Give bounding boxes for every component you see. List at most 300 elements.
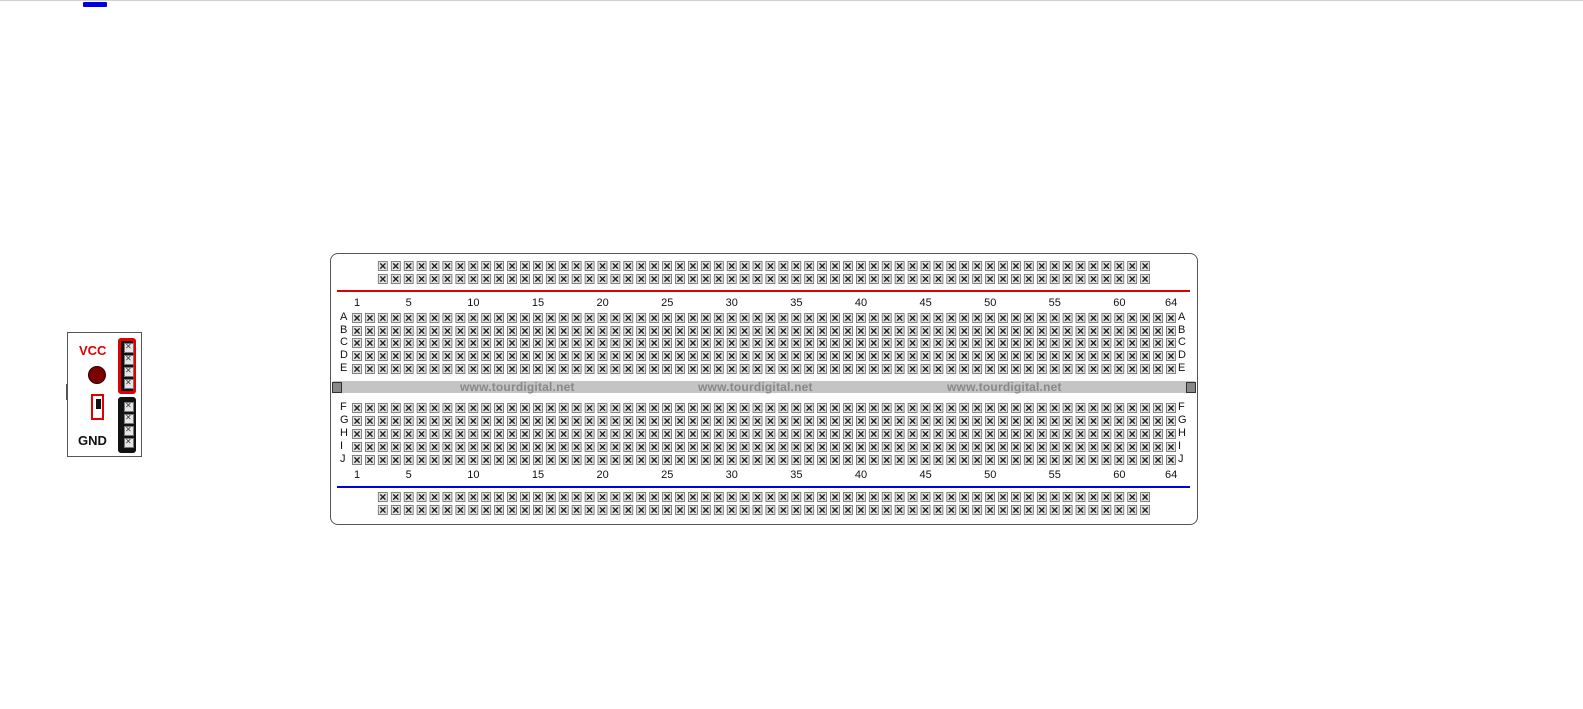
rail-hole[interactable] — [753, 262, 762, 271]
rail-hole[interactable] — [1076, 493, 1085, 502]
rail-hole[interactable] — [740, 493, 749, 502]
rail-hole[interactable] — [908, 506, 917, 515]
terminal-hole[interactable] — [1115, 443, 1124, 452]
terminal-hole[interactable] — [792, 404, 801, 413]
terminal-hole[interactable] — [792, 352, 801, 361]
terminal-hole[interactable] — [947, 443, 956, 452]
terminal-hole[interactable] — [960, 314, 969, 323]
rail-hole[interactable] — [714, 262, 723, 271]
rail-hole[interactable] — [792, 506, 801, 515]
terminal-hole[interactable] — [598, 456, 607, 465]
terminal-hole[interactable] — [430, 339, 439, 348]
terminal-hole[interactable] — [1154, 314, 1163, 323]
terminal-hole[interactable] — [508, 430, 517, 439]
terminal-hole[interactable] — [521, 417, 530, 426]
rail-hole[interactable] — [572, 262, 581, 271]
terminal-hole[interactable] — [766, 456, 775, 465]
terminal-hole[interactable] — [611, 417, 620, 426]
terminal-hole[interactable] — [546, 314, 555, 323]
terminal-hole[interactable] — [585, 443, 594, 452]
terminal-hole[interactable] — [443, 352, 452, 361]
rail-hole[interactable] — [637, 493, 646, 502]
terminal-hole[interactable] — [521, 327, 530, 336]
terminal-hole[interactable] — [1089, 443, 1098, 452]
terminal-hole[interactable] — [598, 352, 607, 361]
rail-hole[interactable] — [650, 493, 659, 502]
rail-hole[interactable] — [546, 262, 555, 271]
rail-hole[interactable] — [1024, 506, 1033, 515]
terminal-hole[interactable] — [378, 404, 387, 413]
rail-hole[interactable] — [637, 506, 646, 515]
terminal-hole[interactable] — [805, 430, 814, 439]
terminal-hole[interactable] — [533, 365, 542, 374]
terminal-hole[interactable] — [1102, 430, 1111, 439]
terminal-hole[interactable] — [805, 365, 814, 374]
terminal-hole[interactable] — [701, 327, 710, 336]
terminal-hole[interactable] — [611, 352, 620, 361]
terminal-hole[interactable] — [1167, 327, 1176, 336]
terminal-hole[interactable] — [508, 404, 517, 413]
terminal-hole[interactable] — [805, 327, 814, 336]
terminal-hole[interactable] — [844, 443, 853, 452]
terminal-hole[interactable] — [934, 404, 943, 413]
terminal-hole[interactable] — [740, 404, 749, 413]
rail-hole[interactable] — [443, 493, 452, 502]
terminal-hole[interactable] — [766, 417, 775, 426]
terminal-hole[interactable] — [882, 443, 891, 452]
rail-hole[interactable] — [559, 493, 568, 502]
terminal-hole[interactable] — [895, 443, 904, 452]
terminal-hole[interactable] — [895, 365, 904, 374]
terminal-hole[interactable] — [753, 430, 762, 439]
terminal-hole[interactable] — [1141, 443, 1150, 452]
terminal-hole[interactable] — [598, 339, 607, 348]
rail-hole[interactable] — [676, 493, 685, 502]
terminal-hole[interactable] — [1024, 327, 1033, 336]
terminal-hole[interactable] — [1089, 327, 1098, 336]
terminal-hole[interactable] — [521, 404, 530, 413]
terminal-hole[interactable] — [1154, 327, 1163, 336]
rail-hole[interactable] — [611, 506, 620, 515]
terminal-hole[interactable] — [1102, 456, 1111, 465]
terminal-hole[interactable] — [430, 404, 439, 413]
terminal-hole[interactable] — [1154, 417, 1163, 426]
terminal-hole[interactable] — [611, 404, 620, 413]
terminal-hole[interactable] — [469, 443, 478, 452]
terminal-hole[interactable] — [727, 365, 736, 374]
terminal-hole[interactable] — [572, 456, 581, 465]
terminal-hole[interactable] — [637, 365, 646, 374]
terminal-hole[interactable] — [1167, 339, 1176, 348]
rail-hole[interactable] — [766, 275, 775, 284]
terminal-hole[interactable] — [986, 456, 995, 465]
terminal-hole[interactable] — [831, 352, 840, 361]
rail-hole[interactable] — [740, 262, 749, 271]
terminal-hole[interactable] — [973, 339, 982, 348]
terminal-hole[interactable] — [908, 404, 917, 413]
rail-hole[interactable] — [999, 506, 1008, 515]
rail-hole[interactable] — [1102, 493, 1111, 502]
rail-hole[interactable] — [1011, 493, 1020, 502]
terminal-hole[interactable] — [1050, 339, 1059, 348]
rail-hole[interactable] — [882, 275, 891, 284]
terminal-hole[interactable] — [753, 456, 762, 465]
terminal-hole[interactable] — [1154, 443, 1163, 452]
terminal-hole[interactable] — [1115, 339, 1124, 348]
terminal-hole[interactable] — [521, 314, 530, 323]
rail-hole[interactable] — [921, 275, 930, 284]
rail-hole[interactable] — [521, 493, 530, 502]
rail-hole[interactable] — [1102, 275, 1111, 284]
rail-hole[interactable] — [443, 262, 452, 271]
terminal-hole[interactable] — [559, 365, 568, 374]
terminal-hole[interactable] — [676, 339, 685, 348]
terminal-hole[interactable] — [482, 417, 491, 426]
terminal-hole[interactable] — [404, 430, 413, 439]
terminal-hole[interactable] — [495, 417, 504, 426]
terminal-hole[interactable] — [1089, 430, 1098, 439]
terminal-hole[interactable] — [443, 314, 452, 323]
rail-hole[interactable] — [844, 262, 853, 271]
terminal-hole[interactable] — [701, 417, 710, 426]
terminal-hole[interactable] — [1063, 314, 1072, 323]
terminal-hole[interactable] — [469, 417, 478, 426]
terminal-hole[interactable] — [727, 417, 736, 426]
terminal-hole[interactable] — [1076, 314, 1085, 323]
terminal-hole[interactable] — [611, 365, 620, 374]
terminal-hole[interactable] — [701, 365, 710, 374]
terminal-hole[interactable] — [650, 404, 659, 413]
terminal-hole[interactable] — [533, 430, 542, 439]
terminal-hole[interactable] — [482, 456, 491, 465]
terminal-hole[interactable] — [482, 314, 491, 323]
terminal-hole[interactable] — [1076, 430, 1085, 439]
terminal-hole[interactable] — [598, 430, 607, 439]
terminal-hole[interactable] — [714, 417, 723, 426]
terminal-hole[interactable] — [792, 339, 801, 348]
terminal-hole[interactable] — [818, 417, 827, 426]
terminal-hole[interactable] — [1037, 417, 1046, 426]
terminal-hole[interactable] — [947, 339, 956, 348]
rail-hole[interactable] — [495, 493, 504, 502]
terminal-hole[interactable] — [624, 365, 633, 374]
rail-hole[interactable] — [805, 506, 814, 515]
terminal-hole[interactable] — [624, 404, 633, 413]
terminal-hole[interactable] — [740, 430, 749, 439]
terminal-hole[interactable] — [676, 352, 685, 361]
terminal-hole[interactable] — [908, 443, 917, 452]
terminal-hole[interactable] — [921, 430, 930, 439]
terminal-hole[interactable] — [1167, 456, 1176, 465]
terminal-hole[interactable] — [779, 417, 788, 426]
terminal-hole[interactable] — [353, 314, 362, 323]
terminal-hole[interactable] — [947, 456, 956, 465]
terminal-hole[interactable] — [598, 417, 607, 426]
terminal-hole[interactable] — [714, 443, 723, 452]
terminal-hole[interactable] — [895, 327, 904, 336]
terminal-hole[interactable] — [1011, 430, 1020, 439]
terminal-hole[interactable] — [714, 327, 723, 336]
terminal-hole[interactable] — [1011, 314, 1020, 323]
terminal-hole[interactable] — [869, 417, 878, 426]
rail-hole[interactable] — [508, 493, 517, 502]
rail-hole[interactable] — [805, 493, 814, 502]
terminal-hole[interactable] — [1063, 365, 1072, 374]
terminal-hole[interactable] — [1037, 352, 1046, 361]
terminal-hole[interactable] — [404, 352, 413, 361]
terminal-hole[interactable] — [908, 430, 917, 439]
terminal-hole[interactable] — [1115, 327, 1124, 336]
rail-hole[interactable] — [908, 275, 917, 284]
terminal-hole[interactable] — [934, 327, 943, 336]
rail-hole[interactable] — [1128, 275, 1137, 284]
terminal-hole[interactable] — [469, 314, 478, 323]
terminal-hole[interactable] — [404, 417, 413, 426]
terminal-hole[interactable] — [1102, 314, 1111, 323]
terminal-hole[interactable] — [714, 352, 723, 361]
terminal-hole[interactable] — [546, 430, 555, 439]
rail-hole[interactable] — [521, 262, 530, 271]
rail-hole[interactable] — [391, 275, 400, 284]
terminal-hole[interactable] — [572, 404, 581, 413]
terminal-hole[interactable] — [456, 430, 465, 439]
terminal-hole[interactable] — [779, 430, 788, 439]
terminal-hole[interactable] — [650, 365, 659, 374]
terminal-hole[interactable] — [1063, 352, 1072, 361]
terminal-hole[interactable] — [417, 327, 426, 336]
terminal-hole[interactable] — [1141, 365, 1150, 374]
rail-hole[interactable] — [779, 262, 788, 271]
terminal-hole[interactable] — [831, 417, 840, 426]
terminal-hole[interactable] — [404, 314, 413, 323]
terminal-hole[interactable] — [1154, 365, 1163, 374]
terminal-hole[interactable] — [766, 443, 775, 452]
terminal-hole[interactable] — [1141, 352, 1150, 361]
terminal-hole[interactable] — [611, 314, 620, 323]
rail-hole[interactable] — [1076, 506, 1085, 515]
terminal-hole[interactable] — [1128, 404, 1137, 413]
rail-hole[interactable] — [430, 262, 439, 271]
terminal-hole[interactable] — [559, 443, 568, 452]
terminal-hole[interactable] — [404, 327, 413, 336]
terminal-hole[interactable] — [986, 339, 995, 348]
terminal-hole[interactable] — [688, 365, 697, 374]
terminal-hole[interactable] — [727, 339, 736, 348]
rail-hole[interactable] — [986, 493, 995, 502]
terminal-hole[interactable] — [378, 456, 387, 465]
terminal-hole[interactable] — [792, 456, 801, 465]
terminal-hole[interactable] — [856, 456, 865, 465]
terminal-hole[interactable] — [611, 327, 620, 336]
terminal-hole[interactable] — [1089, 314, 1098, 323]
terminal-hole[interactable] — [908, 327, 917, 336]
rail-hole[interactable] — [430, 493, 439, 502]
terminal-hole[interactable] — [650, 352, 659, 361]
terminal-hole[interactable] — [1167, 365, 1176, 374]
terminal-hole[interactable] — [1024, 404, 1033, 413]
terminal-hole[interactable] — [650, 314, 659, 323]
rail-hole[interactable] — [921, 493, 930, 502]
terminal-hole[interactable] — [650, 430, 659, 439]
rail-hole[interactable] — [1141, 506, 1150, 515]
terminal-hole[interactable] — [688, 404, 697, 413]
rail-hole[interactable] — [714, 506, 723, 515]
terminal-hole[interactable] — [404, 339, 413, 348]
terminal-hole[interactable] — [1037, 430, 1046, 439]
terminal-hole[interactable] — [882, 314, 891, 323]
rail-hole[interactable] — [663, 262, 672, 271]
rail-hole[interactable] — [482, 275, 491, 284]
rail-hole[interactable] — [391, 493, 400, 502]
rail-hole[interactable] — [740, 275, 749, 284]
rail-hole[interactable] — [779, 506, 788, 515]
rail-hole[interactable] — [960, 506, 969, 515]
terminal-hole[interactable] — [404, 456, 413, 465]
terminal-hole[interactable] — [882, 404, 891, 413]
terminal-hole[interactable] — [921, 339, 930, 348]
terminal-hole[interactable] — [469, 352, 478, 361]
terminal-hole[interactable] — [921, 352, 930, 361]
terminal-hole[interactable] — [404, 365, 413, 374]
rail-hole[interactable] — [999, 493, 1008, 502]
terminal-hole[interactable] — [869, 404, 878, 413]
rail-hole[interactable] — [844, 275, 853, 284]
terminal-hole[interactable] — [688, 443, 697, 452]
terminal-hole[interactable] — [1141, 404, 1150, 413]
rail-hole[interactable] — [572, 275, 581, 284]
terminal-hole[interactable] — [521, 365, 530, 374]
rail-hole[interactable] — [766, 262, 775, 271]
rail-hole[interactable] — [585, 506, 594, 515]
terminal-hole[interactable] — [934, 314, 943, 323]
terminal-hole[interactable] — [999, 365, 1008, 374]
terminal-hole[interactable] — [973, 314, 982, 323]
terminal-hole[interactable] — [391, 327, 400, 336]
rail-hole[interactable] — [688, 262, 697, 271]
terminal-hole[interactable] — [792, 417, 801, 426]
terminal-hole[interactable] — [417, 443, 426, 452]
terminal-hole[interactable] — [572, 314, 581, 323]
terminal-hole[interactable] — [1011, 339, 1020, 348]
terminal-hole[interactable] — [546, 327, 555, 336]
terminal-hole[interactable] — [921, 417, 930, 426]
terminal-hole[interactable] — [469, 404, 478, 413]
terminal-hole[interactable] — [1024, 430, 1033, 439]
terminal-hole[interactable] — [792, 443, 801, 452]
terminal-hole[interactable] — [869, 430, 878, 439]
rail-hole[interactable] — [404, 493, 413, 502]
terminal-hole[interactable] — [779, 339, 788, 348]
terminal-hole[interactable] — [856, 339, 865, 348]
terminal-hole[interactable] — [1050, 404, 1059, 413]
rail-hole[interactable] — [1089, 262, 1098, 271]
terminal-hole[interactable] — [895, 404, 904, 413]
rail-hole[interactable] — [650, 506, 659, 515]
rail-hole[interactable] — [727, 506, 736, 515]
terminal-hole[interactable] — [1050, 314, 1059, 323]
terminal-hole[interactable] — [882, 417, 891, 426]
terminal-hole[interactable] — [508, 365, 517, 374]
terminal-hole[interactable] — [417, 314, 426, 323]
terminal-hole[interactable] — [1011, 404, 1020, 413]
terminal-hole[interactable] — [999, 327, 1008, 336]
terminal-hole[interactable] — [1037, 365, 1046, 374]
rail-hole[interactable] — [456, 275, 465, 284]
rail-hole[interactable] — [701, 275, 710, 284]
terminal-hole[interactable] — [365, 339, 374, 348]
terminal-hole[interactable] — [663, 365, 672, 374]
terminal-hole[interactable] — [1063, 456, 1072, 465]
terminal-hole[interactable] — [378, 352, 387, 361]
terminal-hole[interactable] — [456, 339, 465, 348]
terminal-hole[interactable] — [365, 404, 374, 413]
rail-hole[interactable] — [960, 275, 969, 284]
terminal-hole[interactable] — [663, 443, 672, 452]
rail-hole[interactable] — [624, 506, 633, 515]
terminal-hole[interactable] — [740, 443, 749, 452]
terminal-hole[interactable] — [624, 456, 633, 465]
terminal-hole[interactable] — [1063, 339, 1072, 348]
terminal-hole[interactable] — [508, 314, 517, 323]
rail-hole[interactable] — [921, 262, 930, 271]
terminal-hole[interactable] — [805, 404, 814, 413]
rail-hole[interactable] — [533, 275, 542, 284]
terminal-hole[interactable] — [1050, 430, 1059, 439]
rail-hole[interactable] — [546, 493, 555, 502]
terminal-hole[interactable] — [1050, 443, 1059, 452]
rail-hole[interactable] — [856, 262, 865, 271]
terminal-hole[interactable] — [572, 443, 581, 452]
terminal-hole[interactable] — [1115, 430, 1124, 439]
terminal-hole[interactable] — [960, 339, 969, 348]
terminal-hole[interactable] — [572, 352, 581, 361]
terminal-hole[interactable] — [947, 430, 956, 439]
terminal-hole[interactable] — [1024, 365, 1033, 374]
rail-hole[interactable] — [908, 262, 917, 271]
terminal-hole[interactable] — [637, 314, 646, 323]
rail-hole[interactable] — [572, 493, 581, 502]
terminal-hole[interactable] — [1089, 352, 1098, 361]
terminal-hole[interactable] — [999, 352, 1008, 361]
rail-hole[interactable] — [1024, 262, 1033, 271]
rail-hole[interactable] — [727, 493, 736, 502]
rail-hole[interactable] — [404, 275, 413, 284]
terminal-hole[interactable] — [1154, 404, 1163, 413]
rail-hole[interactable] — [908, 493, 917, 502]
rail-hole[interactable] — [973, 262, 982, 271]
terminal-hole[interactable] — [818, 352, 827, 361]
rail-hole[interactable] — [973, 275, 982, 284]
terminal-hole[interactable] — [856, 404, 865, 413]
terminal-hole[interactable] — [598, 443, 607, 452]
terminal-hole[interactable] — [934, 365, 943, 374]
rail-hole[interactable] — [430, 506, 439, 515]
terminal-hole[interactable] — [856, 443, 865, 452]
terminal-hole[interactable] — [1102, 352, 1111, 361]
terminal-hole[interactable] — [844, 352, 853, 361]
rail-hole[interactable] — [753, 493, 762, 502]
terminal-hole[interactable] — [1063, 417, 1072, 426]
terminal-hole[interactable] — [469, 430, 478, 439]
terminal-hole[interactable] — [856, 365, 865, 374]
rail-hole[interactable] — [585, 275, 594, 284]
terminal-hole[interactable] — [469, 327, 478, 336]
terminal-hole[interactable] — [1154, 352, 1163, 361]
rail-hole[interactable] — [404, 506, 413, 515]
terminal-hole[interactable] — [456, 443, 465, 452]
terminal-hole[interactable] — [908, 314, 917, 323]
rail-hole[interactable] — [869, 262, 878, 271]
